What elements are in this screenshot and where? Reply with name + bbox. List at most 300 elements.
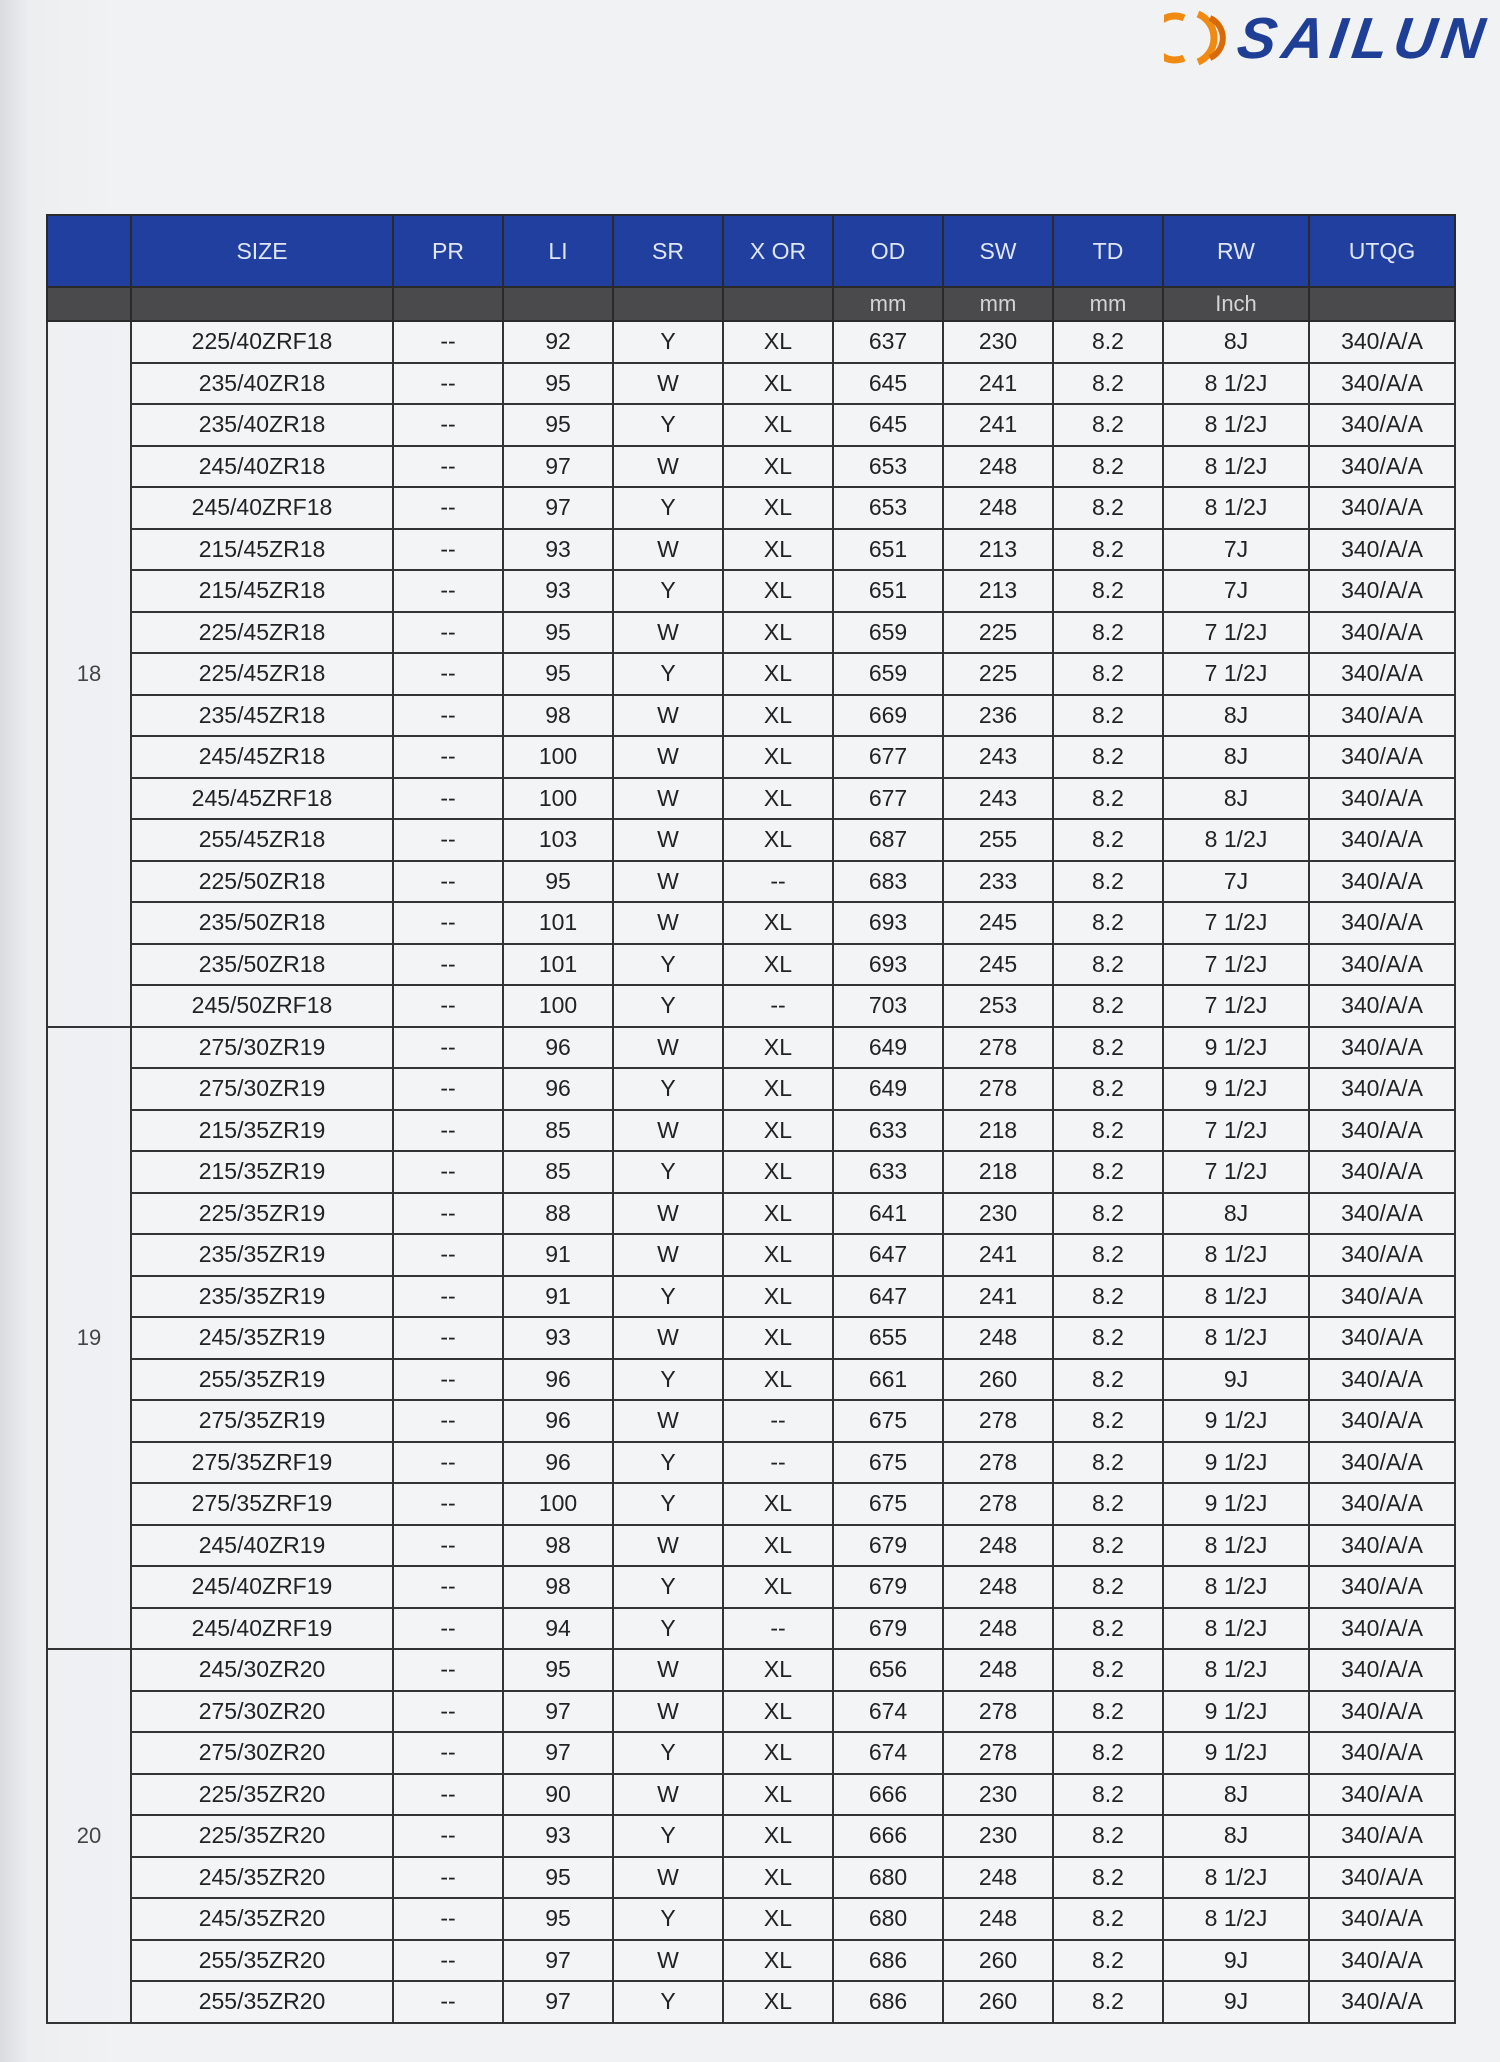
table-cell: 703 bbox=[833, 985, 943, 1027]
table-cell: 653 bbox=[833, 487, 943, 529]
table-cell: 8.2 bbox=[1053, 1317, 1163, 1359]
table-cell: -- bbox=[393, 695, 503, 737]
table-cell: 241 bbox=[943, 1276, 1053, 1318]
table-cell: -- bbox=[393, 1774, 503, 1816]
table-cell: XL bbox=[723, 778, 833, 820]
table-cell: XL bbox=[723, 1483, 833, 1525]
table-cell: -- bbox=[393, 1898, 503, 1940]
table-cell: 260 bbox=[943, 1359, 1053, 1401]
table-cell: 253 bbox=[943, 985, 1053, 1027]
table-cell: 95 bbox=[503, 363, 613, 405]
table-cell: 225 bbox=[943, 653, 1053, 695]
table-cell: 245/30ZR20 bbox=[131, 1649, 393, 1691]
table-cell: -- bbox=[393, 861, 503, 903]
table-cell: Y bbox=[613, 1442, 723, 1484]
unit-row bbox=[47, 287, 1455, 321]
table-row bbox=[47, 1525, 1455, 1567]
table-cell: 103 bbox=[503, 819, 613, 861]
table-cell: 255/35ZR19 bbox=[131, 1359, 393, 1401]
table-cell: 340/A/A bbox=[1309, 653, 1455, 695]
table-cell: 7 1/2J bbox=[1163, 653, 1309, 695]
rim-size-cell: 19 bbox=[47, 1027, 131, 1650]
table-cell: 7 1/2J bbox=[1163, 612, 1309, 654]
table-cell: Y bbox=[613, 321, 723, 363]
table-cell: 669 bbox=[833, 695, 943, 737]
table-cell: 235/35ZR19 bbox=[131, 1276, 393, 1318]
table-cell: 8 1/2J bbox=[1163, 1525, 1309, 1567]
brand-logo-icon bbox=[1164, 8, 1228, 68]
table-cell: Y bbox=[613, 944, 723, 986]
unit-header: Inch bbox=[1163, 287, 1309, 321]
table-row bbox=[47, 653, 1455, 695]
table-cell: W bbox=[613, 1649, 723, 1691]
table-row bbox=[47, 1068, 1455, 1110]
table-cell: 97 bbox=[503, 446, 613, 488]
table-cell: XL bbox=[723, 1359, 833, 1401]
table-cell: 241 bbox=[943, 1234, 1053, 1276]
table-cell: Y bbox=[613, 487, 723, 529]
table-cell: 8.2 bbox=[1053, 819, 1163, 861]
table-cell: 93 bbox=[503, 529, 613, 571]
table-cell: -- bbox=[723, 861, 833, 903]
table-cell: 340/A/A bbox=[1309, 1732, 1455, 1774]
table-cell: 8 1/2J bbox=[1163, 1898, 1309, 1940]
table-cell: XL bbox=[723, 1981, 833, 2023]
table-cell: XL bbox=[723, 612, 833, 654]
table-cell: 91 bbox=[503, 1276, 613, 1318]
table-row bbox=[47, 1566, 1455, 1608]
unit-header bbox=[503, 287, 613, 321]
table-cell: 666 bbox=[833, 1774, 943, 1816]
table-row bbox=[47, 1608, 1455, 1650]
table-cell: Y bbox=[613, 570, 723, 612]
table-cell: 278 bbox=[943, 1691, 1053, 1733]
table-cell: 340/A/A bbox=[1309, 1525, 1455, 1567]
table-cell: 633 bbox=[833, 1110, 943, 1152]
column-header: OD bbox=[833, 215, 943, 287]
table-row bbox=[47, 1400, 1455, 1442]
table-cell: 679 bbox=[833, 1566, 943, 1608]
table-cell: 218 bbox=[943, 1110, 1053, 1152]
table-cell: -- bbox=[393, 612, 503, 654]
table-cell: 100 bbox=[503, 778, 613, 820]
table-row bbox=[47, 1732, 1455, 1774]
table-cell: -- bbox=[393, 529, 503, 571]
table-cell: XL bbox=[723, 736, 833, 778]
table-row bbox=[47, 1483, 1455, 1525]
table-cell: Y bbox=[613, 1483, 723, 1525]
table-cell: 245/35ZR20 bbox=[131, 1898, 393, 1940]
table-row bbox=[47, 1940, 1455, 1982]
table-cell: 8.2 bbox=[1053, 1857, 1163, 1899]
table-cell: 91 bbox=[503, 1234, 613, 1276]
column-header: SIZE bbox=[131, 215, 393, 287]
table-cell: 340/A/A bbox=[1309, 363, 1455, 405]
table-cell: 95 bbox=[503, 1857, 613, 1899]
table-cell: 340/A/A bbox=[1309, 1566, 1455, 1608]
table-row bbox=[47, 695, 1455, 737]
table-cell: 340/A/A bbox=[1309, 819, 1455, 861]
table-cell: 233 bbox=[943, 861, 1053, 903]
table-cell: W bbox=[613, 1193, 723, 1235]
table-cell: 85 bbox=[503, 1151, 613, 1193]
table-cell: 248 bbox=[943, 446, 1053, 488]
table-cell: W bbox=[613, 529, 723, 571]
table-cell: 230 bbox=[943, 1193, 1053, 1235]
table-cell: 213 bbox=[943, 529, 1053, 571]
table-cell: XL bbox=[723, 1276, 833, 1318]
table-cell: 100 bbox=[503, 985, 613, 1027]
unit-header bbox=[613, 287, 723, 321]
table-cell: 275/30ZR20 bbox=[131, 1732, 393, 1774]
table-cell: W bbox=[613, 861, 723, 903]
table-cell: XL bbox=[723, 529, 833, 571]
table-cell: 245/45ZR18 bbox=[131, 736, 393, 778]
table-cell: Y bbox=[613, 985, 723, 1027]
table-cell: 340/A/A bbox=[1309, 1857, 1455, 1899]
table-cell: 645 bbox=[833, 363, 943, 405]
table-cell: 647 bbox=[833, 1276, 943, 1318]
table-cell: Y bbox=[613, 1276, 723, 1318]
table-row bbox=[47, 1898, 1455, 1940]
table-cell: XL bbox=[723, 695, 833, 737]
column-header bbox=[47, 215, 131, 287]
table-cell: -- bbox=[393, 819, 503, 861]
table-cell: 655 bbox=[833, 1317, 943, 1359]
table-cell: 8.2 bbox=[1053, 1483, 1163, 1525]
table-cell: 340/A/A bbox=[1309, 612, 1455, 654]
table-cell: 9J bbox=[1163, 1940, 1309, 1982]
table-cell: XL bbox=[723, 363, 833, 405]
table-cell: 340/A/A bbox=[1309, 1193, 1455, 1235]
table-cell: 235/40ZR18 bbox=[131, 363, 393, 405]
table-cell: 340/A/A bbox=[1309, 1815, 1455, 1857]
table-cell: -- bbox=[393, 321, 503, 363]
table-cell: W bbox=[613, 819, 723, 861]
table-cell: 8.2 bbox=[1053, 944, 1163, 986]
table-cell: 677 bbox=[833, 778, 943, 820]
table-cell: XL bbox=[723, 1732, 833, 1774]
column-header: UTQG bbox=[1309, 215, 1455, 287]
table-cell: 679 bbox=[833, 1525, 943, 1567]
table-cell: 8J bbox=[1163, 321, 1309, 363]
table-cell: 680 bbox=[833, 1857, 943, 1899]
table-cell: XL bbox=[723, 944, 833, 986]
table-cell: 8.2 bbox=[1053, 695, 1163, 737]
table-cell: 340/A/A bbox=[1309, 1400, 1455, 1442]
column-header: LI bbox=[503, 215, 613, 287]
table-cell: Y bbox=[613, 653, 723, 695]
table-cell: W bbox=[613, 1940, 723, 1982]
table-cell: -- bbox=[393, 1525, 503, 1567]
table-cell: XL bbox=[723, 653, 833, 695]
table-cell: 7 1/2J bbox=[1163, 985, 1309, 1027]
table-cell: 679 bbox=[833, 1608, 943, 1650]
table-cell: -- bbox=[393, 985, 503, 1027]
table-cell: 278 bbox=[943, 1483, 1053, 1525]
table-cell: 637 bbox=[833, 321, 943, 363]
table-row bbox=[47, 1442, 1455, 1484]
table-row bbox=[47, 985, 1455, 1027]
table-cell: 96 bbox=[503, 1068, 613, 1110]
table-row bbox=[47, 612, 1455, 654]
table-cell: 230 bbox=[943, 1774, 1053, 1816]
table-cell: 278 bbox=[943, 1027, 1053, 1069]
table-cell: -- bbox=[723, 1442, 833, 1484]
table-cell: 8.2 bbox=[1053, 612, 1163, 654]
table-cell: W bbox=[613, 1857, 723, 1899]
table-cell: Y bbox=[613, 1359, 723, 1401]
table-cell: 8.2 bbox=[1053, 1815, 1163, 1857]
table-cell: 8 1/2J bbox=[1163, 1649, 1309, 1691]
table-cell: 8.2 bbox=[1053, 1774, 1163, 1816]
table-cell: -- bbox=[393, 902, 503, 944]
unit-header: mm bbox=[833, 287, 943, 321]
table-cell: W bbox=[613, 1774, 723, 1816]
table-cell: 95 bbox=[503, 1649, 613, 1691]
table-cell: 8.2 bbox=[1053, 529, 1163, 571]
table-row bbox=[47, 404, 1455, 446]
table-cell: 245 bbox=[943, 944, 1053, 986]
table-cell: 8.2 bbox=[1053, 985, 1163, 1027]
table-cell: W bbox=[613, 778, 723, 820]
table-cell: 255/45ZR18 bbox=[131, 819, 393, 861]
table-cell: -- bbox=[393, 1151, 503, 1193]
table-cell: 278 bbox=[943, 1442, 1053, 1484]
table-cell: 8.2 bbox=[1053, 1276, 1163, 1318]
table-row bbox=[47, 1317, 1455, 1359]
table-cell: 245/40ZRF18 bbox=[131, 487, 393, 529]
table-cell: -- bbox=[393, 1940, 503, 1982]
table-cell: 260 bbox=[943, 1940, 1053, 1982]
table-row bbox=[47, 1981, 1455, 2023]
table-cell: 9 1/2J bbox=[1163, 1068, 1309, 1110]
table-cell: 213 bbox=[943, 570, 1053, 612]
table-cell: 649 bbox=[833, 1068, 943, 1110]
table-cell: -- bbox=[393, 1815, 503, 1857]
table-row bbox=[47, 736, 1455, 778]
table-row bbox=[47, 861, 1455, 903]
table-cell: Y bbox=[613, 1815, 723, 1857]
table-cell: 255/35ZR20 bbox=[131, 1981, 393, 2023]
table-cell: -- bbox=[393, 1566, 503, 1608]
table-cell: 95 bbox=[503, 612, 613, 654]
table-cell: 340/A/A bbox=[1309, 1359, 1455, 1401]
table-cell: 248 bbox=[943, 1857, 1053, 1899]
table-cell: 340/A/A bbox=[1309, 1691, 1455, 1733]
table-cell: 340/A/A bbox=[1309, 778, 1455, 820]
table-cell: W bbox=[613, 695, 723, 737]
table-cell: 245/35ZR20 bbox=[131, 1857, 393, 1899]
table-cell: -- bbox=[393, 1276, 503, 1318]
table-cell: -- bbox=[393, 1732, 503, 1774]
table-cell: 7 1/2J bbox=[1163, 902, 1309, 944]
table-cell: 340/A/A bbox=[1309, 404, 1455, 446]
table-cell: XL bbox=[723, 1691, 833, 1733]
table-row bbox=[47, 902, 1455, 944]
table-cell: 656 bbox=[833, 1649, 943, 1691]
table-cell: 675 bbox=[833, 1442, 943, 1484]
table-cell: 245/40ZRF19 bbox=[131, 1566, 393, 1608]
table-cell: 8.2 bbox=[1053, 902, 1163, 944]
table-cell: 340/A/A bbox=[1309, 446, 1455, 488]
table-cell: 7 1/2J bbox=[1163, 1110, 1309, 1152]
table-cell: 8 1/2J bbox=[1163, 1857, 1309, 1899]
table-cell: 241 bbox=[943, 363, 1053, 405]
column-header: SW bbox=[943, 215, 1053, 287]
table-cell: 95 bbox=[503, 653, 613, 695]
table-cell: -- bbox=[393, 778, 503, 820]
unit-header: mm bbox=[1053, 287, 1163, 321]
table-cell: 7J bbox=[1163, 861, 1309, 903]
table-cell: XL bbox=[723, 1649, 833, 1691]
table-cell: 8.2 bbox=[1053, 1027, 1163, 1069]
table-row bbox=[47, 1815, 1455, 1857]
table-cell: -- bbox=[393, 1068, 503, 1110]
table-cell: 649 bbox=[833, 1027, 943, 1069]
table-cell: 97 bbox=[503, 1691, 613, 1733]
header-row bbox=[47, 215, 1455, 287]
table-cell: 235/45ZR18 bbox=[131, 695, 393, 737]
table-cell: 9 1/2J bbox=[1163, 1400, 1309, 1442]
table-cell: 225/35ZR19 bbox=[131, 1193, 393, 1235]
table-cell: XL bbox=[723, 1857, 833, 1899]
table-cell: 8.2 bbox=[1053, 1359, 1163, 1401]
unit-header: mm bbox=[943, 287, 1053, 321]
table-cell: 90 bbox=[503, 1774, 613, 1816]
table-cell: 94 bbox=[503, 1608, 613, 1650]
table-cell: Y bbox=[613, 1981, 723, 2023]
table-row bbox=[47, 1774, 1455, 1816]
table-cell: 278 bbox=[943, 1732, 1053, 1774]
table-cell: 675 bbox=[833, 1483, 943, 1525]
table-cell: 8.2 bbox=[1053, 861, 1163, 903]
table-cell: XL bbox=[723, 1566, 833, 1608]
table-cell: 9 1/2J bbox=[1163, 1442, 1309, 1484]
rim-size-cell: 18 bbox=[47, 321, 131, 1027]
table-cell: 8 1/2J bbox=[1163, 1566, 1309, 1608]
table-cell: -- bbox=[393, 487, 503, 529]
table-cell: Y bbox=[613, 1608, 723, 1650]
brand-name: SAILUN bbox=[1233, 5, 1495, 71]
table-cell: 278 bbox=[943, 1400, 1053, 1442]
table-cell: 275/35ZR19 bbox=[131, 1400, 393, 1442]
table-cell: 7J bbox=[1163, 529, 1309, 571]
table-row bbox=[47, 1691, 1455, 1733]
table-cell: 255 bbox=[943, 819, 1053, 861]
table-cell: 243 bbox=[943, 736, 1053, 778]
table-cell: 340/A/A bbox=[1309, 1898, 1455, 1940]
table-cell: 236 bbox=[943, 695, 1053, 737]
table-cell: 97 bbox=[503, 487, 613, 529]
table-cell: W bbox=[613, 1317, 723, 1359]
table-cell: 8.2 bbox=[1053, 1151, 1163, 1193]
table-cell: 225/35ZR20 bbox=[131, 1774, 393, 1816]
table-cell: 275/30ZR19 bbox=[131, 1027, 393, 1069]
table-cell: 241 bbox=[943, 404, 1053, 446]
table-cell: 8 1/2J bbox=[1163, 1608, 1309, 1650]
table-cell: 340/A/A bbox=[1309, 1774, 1455, 1816]
table-cell: -- bbox=[393, 1483, 503, 1525]
table-cell: 93 bbox=[503, 570, 613, 612]
table-cell: 245 bbox=[943, 902, 1053, 944]
table-cell: XL bbox=[723, 446, 833, 488]
table-cell: 95 bbox=[503, 1898, 613, 1940]
table-cell: XL bbox=[723, 819, 833, 861]
table-cell: -- bbox=[393, 404, 503, 446]
table-cell: XL bbox=[723, 1940, 833, 1982]
table-cell: W bbox=[613, 1525, 723, 1567]
table-cell: Y bbox=[613, 1566, 723, 1608]
table-cell: 225/45ZR18 bbox=[131, 653, 393, 695]
table-cell: 340/A/A bbox=[1309, 487, 1455, 529]
column-header: X OR bbox=[723, 215, 833, 287]
table-cell: 8.2 bbox=[1053, 1898, 1163, 1940]
table-cell: 340/A/A bbox=[1309, 695, 1455, 737]
table-cell: XL bbox=[723, 1898, 833, 1940]
table-cell: 235/40ZR18 bbox=[131, 404, 393, 446]
table-cell: 9 1/2J bbox=[1163, 1691, 1309, 1733]
table-cell: 674 bbox=[833, 1732, 943, 1774]
table-cell: W bbox=[613, 363, 723, 405]
table-cell: 651 bbox=[833, 529, 943, 571]
table-cell: 96 bbox=[503, 1359, 613, 1401]
unit-header bbox=[47, 287, 131, 321]
column-header: RW bbox=[1163, 215, 1309, 287]
table-cell: 8.2 bbox=[1053, 1193, 1163, 1235]
table-cell: 218 bbox=[943, 1151, 1053, 1193]
table-cell: XL bbox=[723, 321, 833, 363]
table-cell: 340/A/A bbox=[1309, 1110, 1455, 1152]
table-cell: 100 bbox=[503, 1483, 613, 1525]
table-cell: 340/A/A bbox=[1309, 902, 1455, 944]
table-cell: 93 bbox=[503, 1317, 613, 1359]
table-cell: 243 bbox=[943, 778, 1053, 820]
table-cell: 8.2 bbox=[1053, 1068, 1163, 1110]
table-cell: 8.2 bbox=[1053, 736, 1163, 778]
table-cell: 9 1/2J bbox=[1163, 1732, 1309, 1774]
table-cell: 8J bbox=[1163, 1193, 1309, 1235]
table-cell: 8.2 bbox=[1053, 778, 1163, 820]
table-cell: Y bbox=[613, 1068, 723, 1110]
table-row bbox=[47, 570, 1455, 612]
table-cell: 278 bbox=[943, 1068, 1053, 1110]
table-cell: 645 bbox=[833, 404, 943, 446]
table-cell: Y bbox=[613, 1732, 723, 1774]
table-cell: 340/A/A bbox=[1309, 1317, 1455, 1359]
table-cell: 85 bbox=[503, 1110, 613, 1152]
table-cell: 245/35ZR19 bbox=[131, 1317, 393, 1359]
table-cell: 96 bbox=[503, 1442, 613, 1484]
table-cell: 651 bbox=[833, 570, 943, 612]
table-cell: XL bbox=[723, 1815, 833, 1857]
brand-logo bbox=[1164, 5, 1495, 71]
table-cell: 215/45ZR18 bbox=[131, 570, 393, 612]
table-cell: -- bbox=[393, 1649, 503, 1691]
unit-header bbox=[131, 287, 393, 321]
table-row bbox=[47, 819, 1455, 861]
table-cell: W bbox=[613, 1400, 723, 1442]
table-cell: 8.2 bbox=[1053, 1400, 1163, 1442]
table-cell: 340/A/A bbox=[1309, 1483, 1455, 1525]
table-cell: 340/A/A bbox=[1309, 1981, 1455, 2023]
table-cell: 659 bbox=[833, 653, 943, 695]
table-cell: 687 bbox=[833, 819, 943, 861]
table-cell: 340/A/A bbox=[1309, 1151, 1455, 1193]
table-cell: 653 bbox=[833, 446, 943, 488]
table-cell: 340/A/A bbox=[1309, 1068, 1455, 1110]
table-cell: 8.2 bbox=[1053, 1732, 1163, 1774]
